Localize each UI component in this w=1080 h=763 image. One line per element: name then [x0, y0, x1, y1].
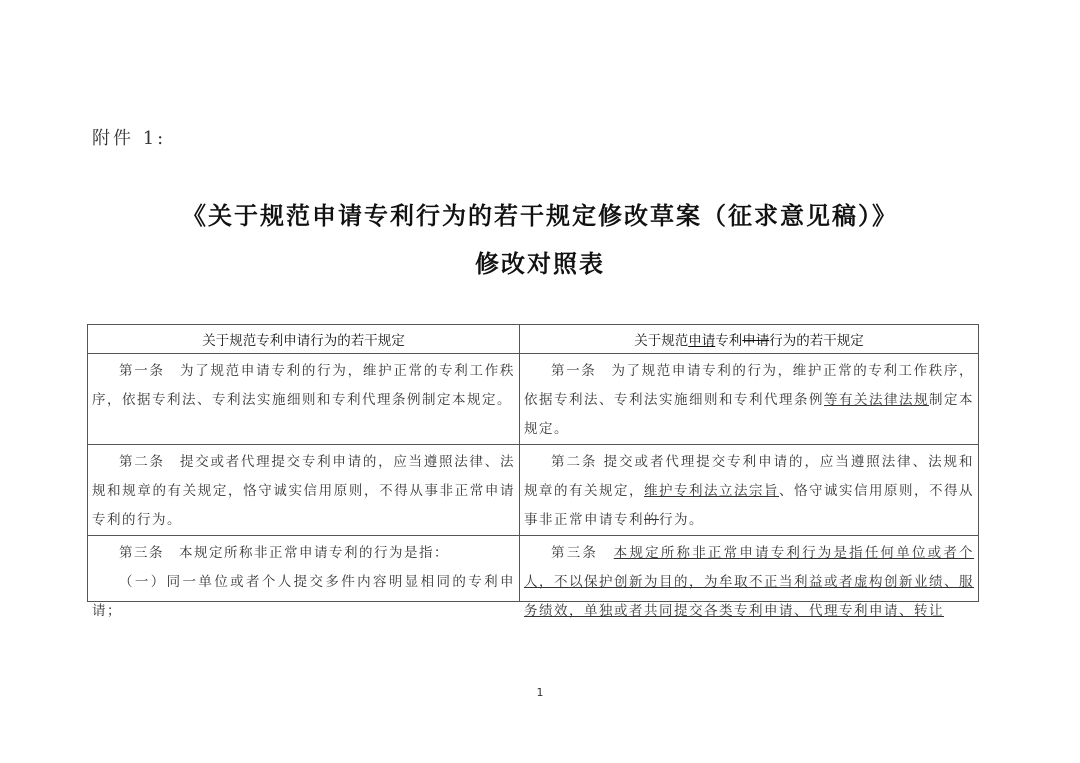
header-original: 关于规范专利申请行为的若干规定: [88, 325, 520, 354]
article-text: [524, 357, 974, 444]
document-subtitle: 修改对照表: [475, 250, 605, 278]
article-text: [524, 448, 974, 535]
article-2-revised: [520, 445, 979, 536]
table-row: [88, 445, 979, 536]
revised-deletion: 的: [644, 512, 659, 528]
article-text: 第三条 本规定所称非正常申请专利的行为是指：: [119, 545, 449, 561]
revised-text: 第二条 提交或者代理提交专利申请的，应当遵照法律、法规和规章的有关规定，: [524, 454, 974, 499]
article-1-revised: [520, 354, 979, 445]
header-revised: [520, 325, 979, 354]
revised-insert: 维护专利法立法宗旨: [644, 483, 779, 499]
revised-text: 第三条: [551, 545, 614, 561]
header-revised-insert: 申请: [688, 333, 716, 349]
revised-text: 第一条 为了规范申请专利的行为，维护正常的专利工作秩序，依据专利法、专利法实施细则和专利代理条例: [524, 363, 974, 408]
article-text: [524, 539, 974, 626]
table-row: [88, 354, 979, 445]
article-item: （一）同一单位或者个人提交多件内容明显相同的专利申请；: [92, 574, 515, 619]
article-3-revised: [520, 536, 979, 619]
article-text: 第二条 提交或者代理提交专利申请的，应当遵照法律、法规和规章的有关规定，恪守诚实信用原则，不得从事非正常申请专利的行为。: [92, 454, 515, 528]
revised-text: 行为。: [659, 512, 704, 528]
article-3-original: [88, 536, 520, 619]
comparison-table: [87, 324, 979, 619]
article-2-original: [88, 445, 520, 536]
table-header-row: [88, 325, 979, 354]
article-text: 第一条 为了规范申请专利的行为，维护正常的专利工作秩序，依据专利法、专利法实施细则和专利代理条例制定本规定。: [92, 363, 515, 408]
header-revised-deletion: 申请: [742, 333, 770, 349]
revised-text: 、恪守诚实信用原则，不得从事非正常申请专利: [524, 483, 974, 528]
article-1-original: [88, 354, 520, 445]
page-number: 1: [536, 686, 544, 699]
table-row: [88, 536, 979, 602]
document-title: 《关于规范申请专利行为的若干规定修改草案（征求意见稿）》: [182, 202, 898, 230]
header-revised-text: 关于规范: [634, 333, 689, 349]
revised-text: 制定本规定。: [524, 392, 974, 437]
annex-label: 附件 1:: [92, 128, 167, 149]
header-revised-text: 专利: [715, 333, 743, 349]
header-revised-text: 行为的若干规定: [769, 333, 864, 349]
revised-insert: 本规定所称非正常申请专利行为是指任何单位或者个人，不以保护创新为目的，为牟取不正当利益或者虚构创新业绩、服务绩效，单独或者共同提交各类专利申请、代理专利申请、转让: [524, 545, 975, 619]
revised-insert: 等有关法律法规: [824, 392, 929, 408]
